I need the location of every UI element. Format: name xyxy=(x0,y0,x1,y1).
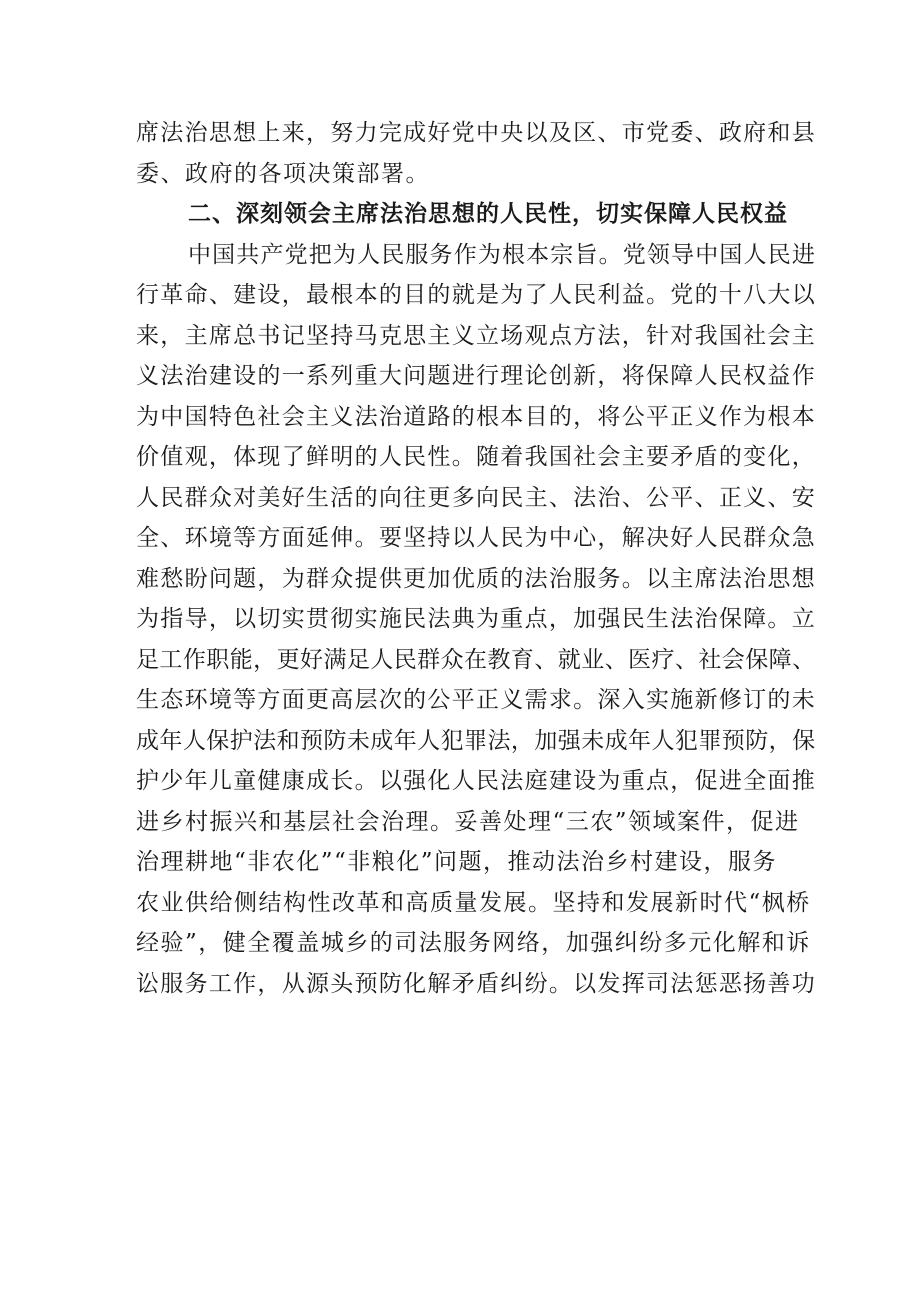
body-line: 经验”，健全覆盖城乡的司法服务网络，加强纠纷多元化解和诉 xyxy=(136,930,811,956)
document-body xyxy=(136,113,816,1004)
body-line: 全、环境等方面延伸。要坚持以人民为中心，解决好人民群众急 xyxy=(136,525,816,551)
section-heading: 二、深刻领会主席法治思想的人民性，切实保障人民权益 xyxy=(188,201,788,227)
body-line: 席法治思想上来，努力完成好党中央以及区、市党委、政府和县 xyxy=(136,120,816,146)
body-line: 来，主席总书记坚持马克思主义立场观点方法，针对我国社会主 xyxy=(136,322,816,349)
body-line: 为指导，以切实贯彻实施民法典为重点，加强民生法治保障。立 xyxy=(136,606,816,632)
body-line: 难愁盼问题，为群众提供更加优质的法治服务。以主席法治思想 xyxy=(136,565,816,592)
body-line: 为中国特色社会主义法治道路的根本目的，将公平正义作为根本 xyxy=(136,403,816,430)
body-line: 治理耕地“非农化”“非粮化”问题，推动法治乡村建设，服务 xyxy=(136,849,778,875)
body-line: 足工作职能，更好满足人民群众在教育、就业、医疗、社会保障、 xyxy=(136,646,816,673)
body-line: 价值观，体现了鲜明的人民性。随着我国社会主要矛盾的变化， xyxy=(136,444,816,470)
paragraph-first-line: 中国共产党把为人民服务作为根本宗旨。党领导中国人民进 xyxy=(188,241,816,268)
body-line: 生态环境等方面更高层次的公平正义需求。深入实施新修订的未 xyxy=(136,687,816,713)
body-line: 委、政府的各项决策部署。 xyxy=(136,160,430,187)
body-line: 讼服务工作，从源头预防化解矛盾纠纷。以发挥司法惩恶扬善功 xyxy=(136,970,816,997)
body-line: 农业供给侧结构性改革和高质量发展。坚持和发展新时代“枫桥 xyxy=(136,889,811,916)
body-line: 护少年儿童健康成长。以强化人民法庭建设为重点，促进全面推 xyxy=(136,768,816,794)
body-line: 人民群众对美好生活的向往更多向民主、法治、公平、正义、安 xyxy=(136,484,816,511)
body-line: 成年人保护法和预防未成年人犯罪法，加强未成年人犯罪预防，保 xyxy=(136,727,816,754)
body-line: 进乡村振兴和基层社会治理。妥善处理“三农”领域案件，促进 xyxy=(136,808,800,835)
body-line: 义法治建设的一系列重大问题进行理论创新，将保障人民权益作 xyxy=(136,363,816,389)
body-line: 行革命、建设，最根本的目的就是为了人民利益。党的十八大以 xyxy=(136,282,816,308)
